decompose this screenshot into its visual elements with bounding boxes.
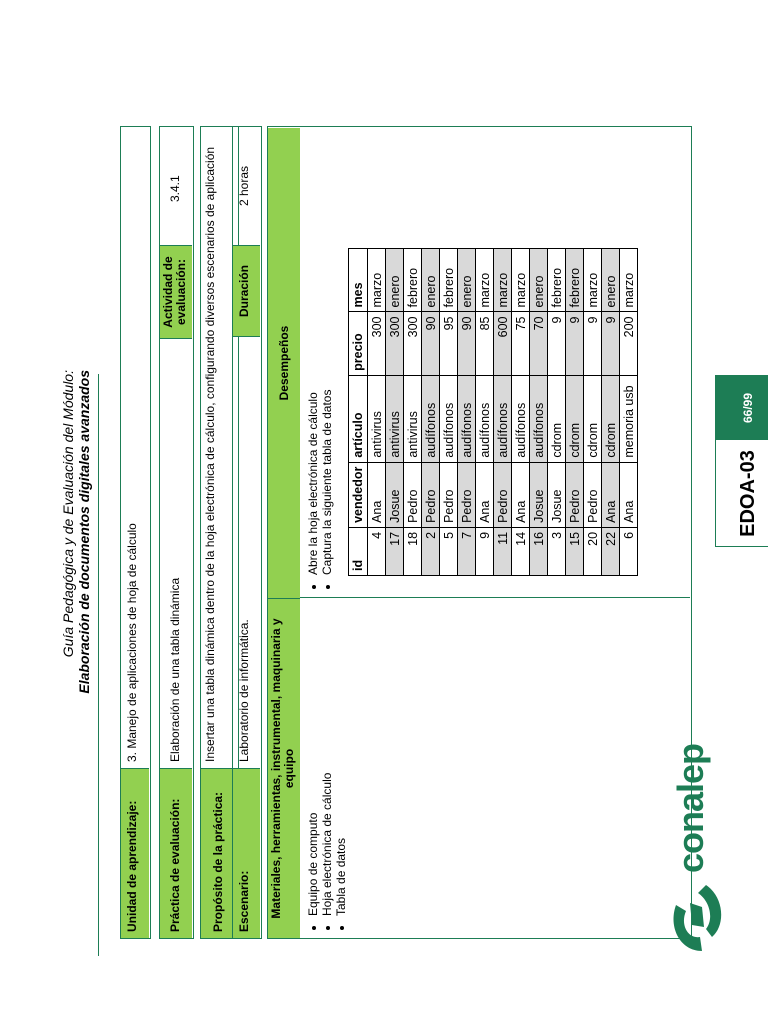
- table-cell: 300: [404, 312, 422, 375]
- table-cell: Pedro: [440, 462, 458, 527]
- table-cell: enero: [602, 249, 620, 312]
- desempenos-item: • Abre la hoja electrónica de cálculo: [306, 135, 320, 575]
- table-cell: marzo: [494, 249, 512, 312]
- table-cell: 90: [458, 312, 476, 375]
- table-row: [566, 249, 584, 576]
- table-row: [548, 249, 566, 576]
- table-cell: 9: [602, 312, 620, 375]
- table-cell: 300: [368, 312, 386, 375]
- table-cell: 7: [458, 527, 476, 575]
- table-row: [368, 249, 386, 576]
- table-cell: marzo: [476, 249, 494, 312]
- table-cell: Josue: [548, 462, 566, 527]
- brand-name: conalep: [670, 743, 711, 873]
- escenario-row: [232, 126, 262, 939]
- column-header-id: id: [349, 527, 368, 575]
- practica-row: [159, 126, 194, 939]
- column-header-mes: mes: [349, 249, 368, 312]
- table-cell: Pedro: [404, 462, 422, 527]
- proposito-value: Insertar una tabla dinámica dentro de la hoja electrónica de cálculo, configurando diversos escenarios de aplicación: [203, 146, 217, 762]
- practica-value: Elaboración de una tabla dinámica: [168, 577, 182, 762]
- footer-box: [715, 375, 768, 547]
- table-cell: 85: [476, 312, 494, 375]
- table-cell: 9: [566, 312, 584, 375]
- table-cell: audífonos: [512, 375, 530, 462]
- unidad-row: [120, 126, 151, 939]
- table-cell: Ana: [368, 462, 386, 527]
- table-cell: audífonos: [458, 375, 476, 462]
- table-row: [422, 249, 440, 576]
- main-section: [267, 126, 692, 939]
- table-cell: 9: [476, 527, 494, 575]
- table-cell: 14: [512, 527, 530, 575]
- table-cell: 75: [512, 312, 530, 375]
- table-row: [620, 249, 638, 576]
- table-cell: Ana: [476, 462, 494, 527]
- table-cell: antivirus: [404, 375, 422, 462]
- unidad-label: Unidad de aprendizaje:: [121, 768, 149, 938]
- materiales-item: • Equipo de computo: [306, 596, 320, 916]
- table-cell: 18: [404, 527, 422, 575]
- table-cell: 17: [386, 527, 404, 575]
- column-divider: [300, 597, 690, 598]
- table-cell: febrero: [440, 249, 458, 312]
- table-cell: 70: [530, 312, 548, 375]
- table-cell: 11: [494, 527, 512, 575]
- actividad-value: 3.4.1: [168, 175, 182, 202]
- escenario-label: Escenario:: [233, 768, 260, 938]
- desempenos-header: Desempeños: [268, 128, 300, 598]
- desempenos-item: • Captura la siguiente tabla de datos: [320, 135, 334, 575]
- table-cell: Pedro: [422, 462, 440, 527]
- table-cell: 22: [602, 527, 620, 575]
- sales-data-table: [348, 248, 638, 576]
- table-cell: 15: [566, 527, 584, 575]
- table-cell: Josue: [530, 462, 548, 527]
- table-cell: 300: [386, 312, 404, 375]
- table-cell: enero: [386, 249, 404, 312]
- table-body: [368, 249, 638, 576]
- table-cell: 95: [440, 312, 458, 375]
- table-cell: 200: [620, 312, 638, 375]
- document-code: EDOA-03: [737, 450, 759, 537]
- table-cell: antivirus: [386, 375, 404, 462]
- table-cell: Pedro: [458, 462, 476, 527]
- guide-title: Guía Pedagógica y de Evaluación del Módulo:: [60, 370, 76, 658]
- table-cell: cdrom: [548, 375, 566, 462]
- table-cell: Pedro: [584, 462, 602, 527]
- page-header: [60, 370, 92, 694]
- table-cell: antivirus: [368, 375, 386, 462]
- table-cell: febrero: [404, 249, 422, 312]
- table-row: [440, 249, 458, 576]
- table-cell: cdrom: [602, 375, 620, 462]
- table-cell: 90: [422, 312, 440, 375]
- materiales-header: Materiales, herramientas, instrumental, maquinaria y equipo: [268, 598, 300, 938]
- table-row: [404, 249, 422, 576]
- header-divider: [98, 374, 99, 956]
- table-cell: Josue: [386, 462, 404, 527]
- table-row: [602, 249, 620, 576]
- duracion-label: Duración: [233, 245, 260, 337]
- table-cell: enero: [458, 249, 476, 312]
- table-cell: marzo: [368, 249, 386, 312]
- table-row: [512, 249, 530, 576]
- table-cell: Pedro: [494, 462, 512, 527]
- table-row: [458, 249, 476, 576]
- table-cell: febrero: [566, 249, 584, 312]
- table-cell: febrero: [548, 249, 566, 312]
- actividad-label: Actividad de evaluación:: [160, 245, 192, 339]
- desempenos-list: [306, 135, 334, 589]
- table-cell: 3: [548, 527, 566, 575]
- table-cell: memoria usb: [620, 375, 638, 462]
- table-cell: 5: [440, 527, 458, 575]
- table-row: [584, 249, 602, 576]
- table-cell: cdrom: [584, 375, 602, 462]
- table-cell: Ana: [512, 462, 530, 527]
- table-cell: 4: [368, 527, 386, 575]
- table-row: [476, 249, 494, 576]
- table-cell: cdrom: [566, 375, 584, 462]
- unidad-value: 3. Manejo de aplicaciones de hoja de cálculo: [125, 523, 139, 762]
- module-title: Elaboración de documentos digitales avanzados: [76, 370, 92, 694]
- table-cell: audífonos: [422, 375, 440, 462]
- table-row: [386, 249, 404, 576]
- duracion-value: 2 horas: [237, 165, 251, 206]
- table-cell: audífonos: [494, 375, 512, 462]
- table-cell: 2: [422, 527, 440, 575]
- table-cell: Pedro: [566, 462, 584, 527]
- table-cell: 600: [494, 312, 512, 375]
- column-header-vendedor: vendedor: [349, 462, 368, 527]
- table-cell: 6: [620, 527, 638, 575]
- table-cell: enero: [530, 249, 548, 312]
- materiales-item: • Tabla de datos: [334, 596, 348, 916]
- column-header-articulo: artículo: [349, 375, 368, 462]
- table-cell: 20: [584, 527, 602, 575]
- page-number: 66/99: [716, 376, 768, 440]
- table-cell: 16: [530, 527, 548, 575]
- table-cell: 9: [584, 312, 602, 375]
- table-cell: marzo: [584, 249, 602, 312]
- table-cell: marzo: [512, 249, 530, 312]
- table-cell: audífonos: [476, 375, 494, 462]
- practica-label: Práctica de evaluación:: [160, 768, 192, 938]
- table-header-row: [349, 249, 368, 576]
- table-cell: audífonos: [530, 375, 548, 462]
- table-cell: 9: [548, 312, 566, 375]
- escenario-value: Laboratorio de informática.: [237, 619, 251, 762]
- table-row: [494, 249, 512, 576]
- table-cell: Ana: [620, 462, 638, 527]
- table-cell: Ana: [602, 462, 620, 527]
- column-header-precio: precio: [349, 312, 368, 375]
- proposito-label: Propósito de la práctica:: [201, 768, 237, 938]
- table-cell: audífonos: [440, 375, 458, 462]
- materiales-item: • Hoja electrónica de cálculo: [320, 596, 334, 916]
- table-cell: marzo: [620, 249, 638, 312]
- table-cell: enero: [422, 249, 440, 312]
- materiales-list: [306, 596, 348, 930]
- table-row: [530, 249, 548, 576]
